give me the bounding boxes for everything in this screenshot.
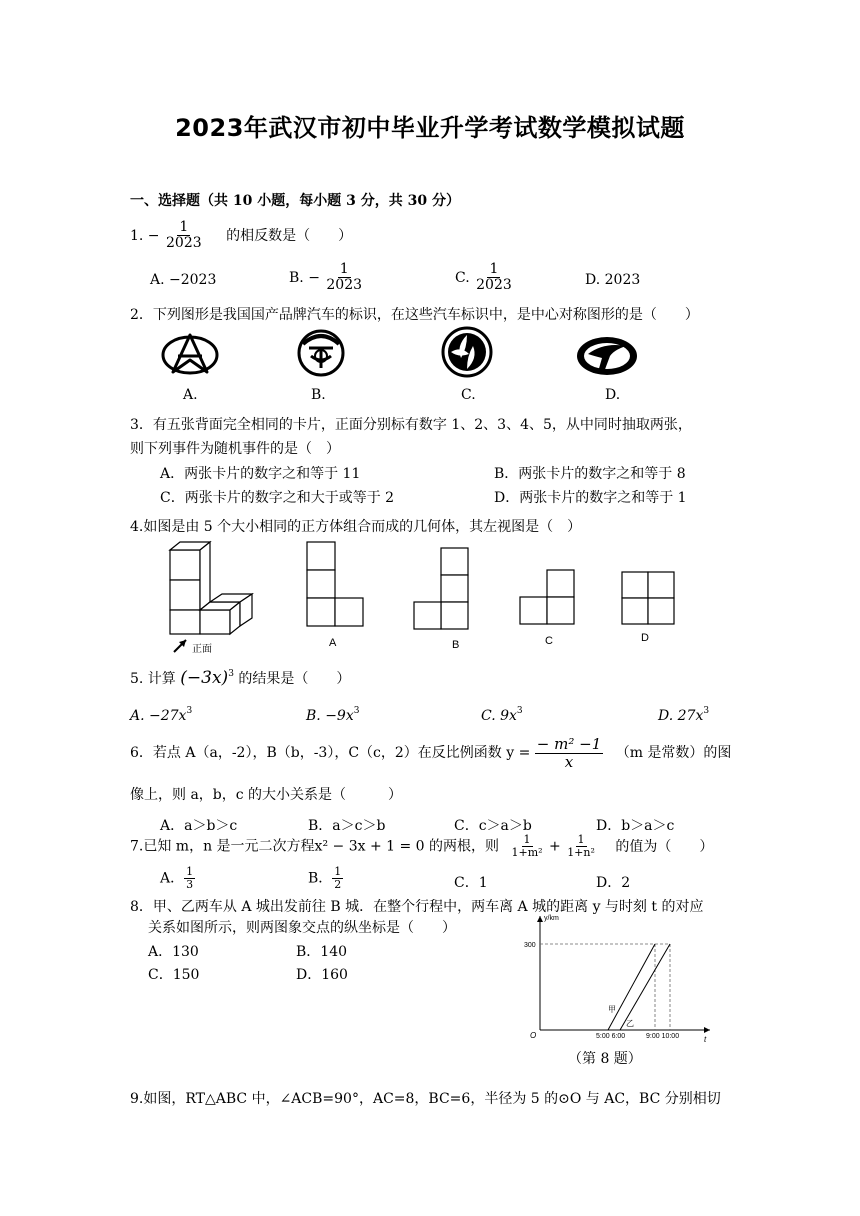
graph-line-yi: 乙 <box>626 1019 634 1028</box>
q6-option-b: B．a＞c＞b <box>308 818 386 834</box>
q1-option-c: C. $\frac{1}{2023}$ <box>455 261 512 294</box>
logo-label-d: D. <box>605 387 621 403</box>
question-8-line2: 关系如图所示，则两图象交点的纵坐标是（ ） <box>148 920 456 936</box>
graph-y-label: y/km <box>544 915 559 922</box>
view-option-b <box>412 546 472 632</box>
logo-label-a: A. <box>183 387 198 403</box>
q6-option-c: C．c＞a＞b <box>454 818 532 834</box>
q8-option-c: C．150 <box>148 967 200 983</box>
view-option-d <box>620 570 678 628</box>
question-8-line1: 8．甲、乙两车从 A 城出发前往 B 城．在整个行程中，两车离 A 城的距离 y 与时刻 t 的对应 <box>130 899 704 915</box>
graph-x-ticks: 5:00 6:00 <box>596 1033 626 1040</box>
section-heading: 一、选择题（共 10 小题，每小题 3 分，共 30 分） <box>130 193 460 209</box>
q5-option-a: A. $-27x^3$ <box>130 706 193 724</box>
view-label-c: C <box>545 635 553 647</box>
q3-option-a: A．两张卡片的数字之和等于 11 <box>160 466 361 482</box>
q1-option-b: B. − $\frac{1}{2023}$ <box>289 261 363 294</box>
cube-solid-figure <box>160 540 260 658</box>
question-6-line2: 像上，则 a，b，c 的大小关系是（ ） <box>130 787 403 803</box>
q1-option-d: D. 2023 <box>585 272 641 288</box>
question-5: 5. 计算 $(-3x)^3$ 的结果是（ ） <box>130 668 351 688</box>
q8-option-d: D．160 <box>296 967 348 983</box>
view-label-d: D <box>641 632 649 644</box>
q7-option-b: B． $\frac{1}{2}$ <box>308 865 342 892</box>
logo-c-icon <box>441 326 493 378</box>
view-label-b: B <box>452 639 460 651</box>
q1-fraction: $\frac{1}{2023}$ <box>166 219 202 252</box>
question-3-line1: 3．有五张背面完全相同的卡片，正面分别标有数字 1、2、3、4、5，从中同时抽取两张， <box>130 417 692 433</box>
graph-y-tick: 300 <box>524 942 536 949</box>
q6-option-d: D．b＞a＞c <box>596 818 675 834</box>
q5-option-c: C. $9x^3$ <box>481 706 523 724</box>
logo-a-icon <box>160 330 220 378</box>
graph-x-ticks-2: 9:00 10:00 <box>646 1033 680 1040</box>
q5-option-d: D. $27x^3$ <box>658 706 710 724</box>
graph-origin: O <box>530 1031 537 1040</box>
question-7: 7.已知 m，n 是一元二次方程x² − 3x + 1 = 0 的两根，则 $\frac{1}{\text{1+m²}}$ + $\frac{1}{\text{1+n²}}$ 的值为（ ） <box>130 833 714 860</box>
graph-line-jia: 甲 <box>608 1005 616 1014</box>
q1-prefix: 1. − <box>130 227 160 244</box>
q8-option-b: B．140 <box>296 944 348 960</box>
q5-option-b: B. $-9x^3$ <box>306 706 360 724</box>
view-option-c <box>518 568 578 628</box>
q3-option-d: D．两张卡片的数字之和等于 1 <box>494 490 687 506</box>
q1-option-a: A. −2023 <box>150 272 217 288</box>
question-4: 4.如图是由 5 个大小相同的正方体组合而成的几何体，其左视图是（ ） <box>130 519 582 535</box>
front-label: 正面 <box>192 644 212 655</box>
question-9: 9.如图，RT△ABC 中，∠ACB=90°，AC=8，BC=6，半径为 5 的⊙O 与 AC，BC 分别相切 <box>130 1091 721 1107</box>
question-6-line1: 6．若点 A（a，-2），B（b，-3），C（c，2）在反比例函数 y = $\frac{\text{− m² −1}}{x}$ （m 是常数）的图 <box>130 735 732 771</box>
q1-suffix: 的相反数是（ ） <box>226 227 353 244</box>
logo-b-icon <box>295 326 347 378</box>
q8-distance-time-graph <box>520 908 720 1046</box>
question-1 <box>130 220 352 252</box>
logo-d-icon <box>574 334 640 378</box>
logo-label-b: B. <box>311 387 326 403</box>
graph-t-label: t <box>704 1035 707 1044</box>
q8-option-a: A．130 <box>148 944 199 960</box>
question-3-line2: 则下列事件为随机事件的是（ ） <box>130 441 340 457</box>
view-option-a <box>305 540 367 628</box>
page-title: 2023年武汉市初中毕业升学考试数学模拟试题 <box>175 114 685 142</box>
q7-option-d: D．2 <box>596 875 631 891</box>
q3-option-c: C．两张卡片的数字之和大于或等于 2 <box>160 490 395 506</box>
logo-label-c: C. <box>461 387 476 403</box>
question-2: 2．下列图形是我国国产品牌汽车的标识，在这些汽车标识中，是中心对称图形的是（ ） <box>130 307 699 323</box>
q6-option-a: A．a＞b＞c <box>160 818 238 834</box>
q8-caption: （第 8 题） <box>568 1051 642 1067</box>
view-label-a: A <box>329 637 337 649</box>
q7-option-c: C．1 <box>454 875 488 891</box>
q3-option-b: B．两张卡片的数字之和等于 8 <box>494 466 686 482</box>
q7-option-a: A． $\frac{1}{3}$ <box>160 865 194 892</box>
